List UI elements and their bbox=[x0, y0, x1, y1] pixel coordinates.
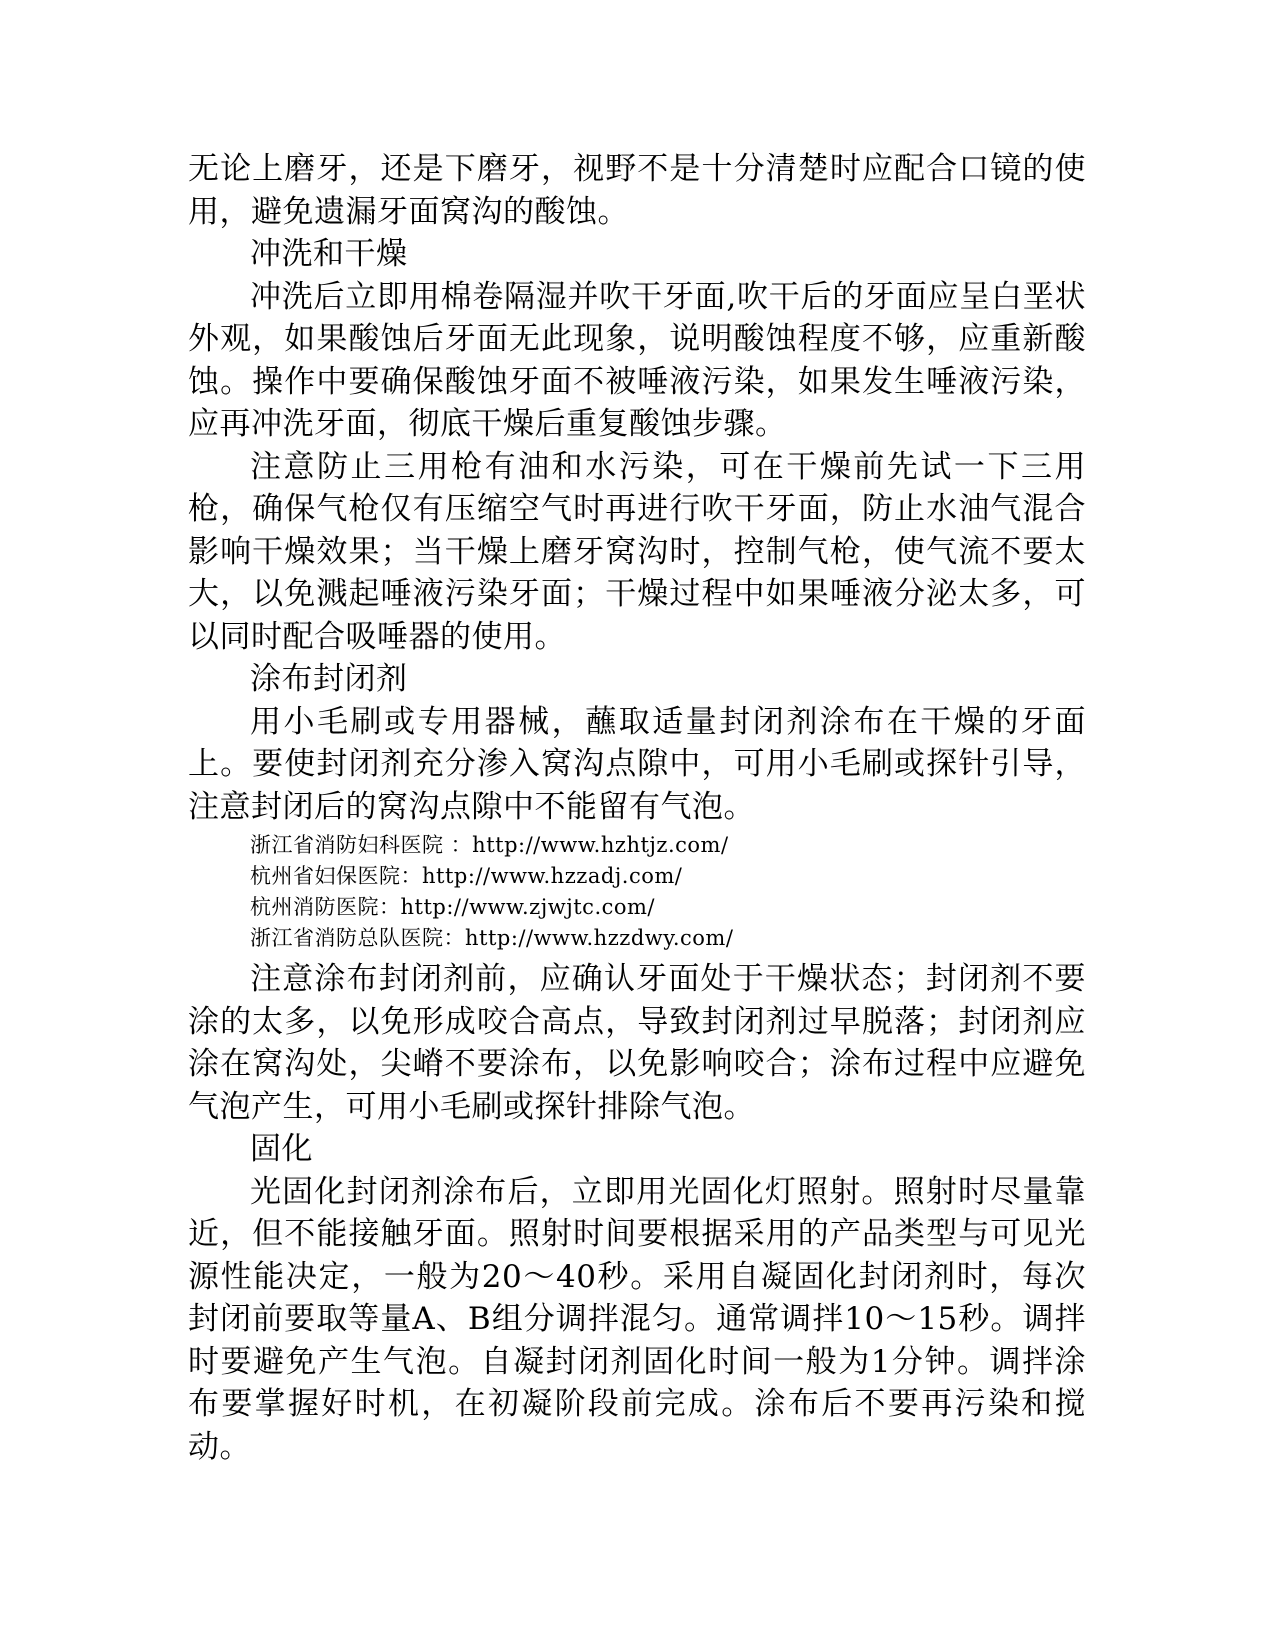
hospital-link[interactable]: 浙江省消防总队医院：http://www.hzzdwy.com/ bbox=[250, 926, 734, 950]
document-body bbox=[188, 148, 1086, 1468]
paragraph-apply-sealant: 用小毛刷或专用器械，蘸取适量封闭剂涂布在干燥的牙面上。要使封闭剂充分渗入窝沟点隙中，可用小毛刷或探针引导，注意封闭后的窝沟点隙中不能留有气泡。 bbox=[188, 703, 1086, 825]
paragraph-sealant-caution: 注意涂布封闭剂前，应确认牙面处于干燥状态；封闭剂不要涂的太多，以免形成咬合高点，导致封闭剂过早脱落；封闭剂应涂在窝沟处，尖嵴不要涂布，以免影响咬合；涂布过程中应避免气泡产生，可用小毛刷或探针排除气泡。 bbox=[188, 961, 1086, 1125]
heading-apply-sealant: 涂布封闭剂 bbox=[250, 661, 408, 697]
heading-curing: 固化 bbox=[250, 1131, 313, 1167]
hospital-link[interactable]: 杭州省妇保医院：http://www.hzzadj.com/ bbox=[250, 864, 683, 888]
heading-rinse-and-dry: 冲洗和干燥 bbox=[250, 236, 408, 272]
paragraph-rinse-and-dry: 冲洗后立即用棉卷隔湿并吹干牙面,吹干后的牙面应呈白垩状外观，如果酸蚀后牙面无此现象，说明酸蚀程度不够，应重新酸蚀。操作中要确保酸蚀牙面不被唾液污染，如果发生唾液污染，应再冲洗牙面，彻底干燥后重复酸蚀步骤。 bbox=[188, 278, 1086, 442]
hospital-link-list bbox=[250, 830, 1086, 954]
paragraph-air-syringe-caution: 注意防止三用枪有油和水污染，可在干燥前先试一下三用枪，确保气枪仅有压缩空气时再进行吹干牙面，防止水油气混合影响干燥效果；当干燥上磨牙窝沟时，控制气枪，使气流不要太大，以免溅起唾液污染牙面；干燥过程中如果唾液分泌太多，可以同时配合吸唾器的使用。 bbox=[188, 448, 1086, 655]
paragraph-curing: 光固化封闭剂涂布后，立即用光固化灯照射。照射时尽量靠近，但不能接触牙面。照射时间要根据采用的产品类型与可见光源性能决定，一般为20～40秒。采用自凝固化封闭剂时，每次封闭前要取等量A、B组分调拌混匀。通常调拌10～15秒。调拌时要避免产生气泡。自凝封闭剂固化时间一般为1分钟。调拌涂布要掌握好时机，在初凝阶段前完成。涂布后不要再污染和搅动。 bbox=[188, 1173, 1086, 1465]
hospital-link[interactable]: 杭州消防医院：http://www.zjwjtc.com/ bbox=[250, 895, 656, 919]
paragraph-acid-etch-continuation: 无论上磨牙，还是下磨牙，视野不是十分清楚时应配合口镜的使用，避免遗漏牙面窝沟的酸蚀。 bbox=[188, 151, 1086, 230]
hospital-link[interactable]: 浙江省消防妇科医院 ：http://www.hzhtjz.com/ bbox=[250, 833, 729, 857]
